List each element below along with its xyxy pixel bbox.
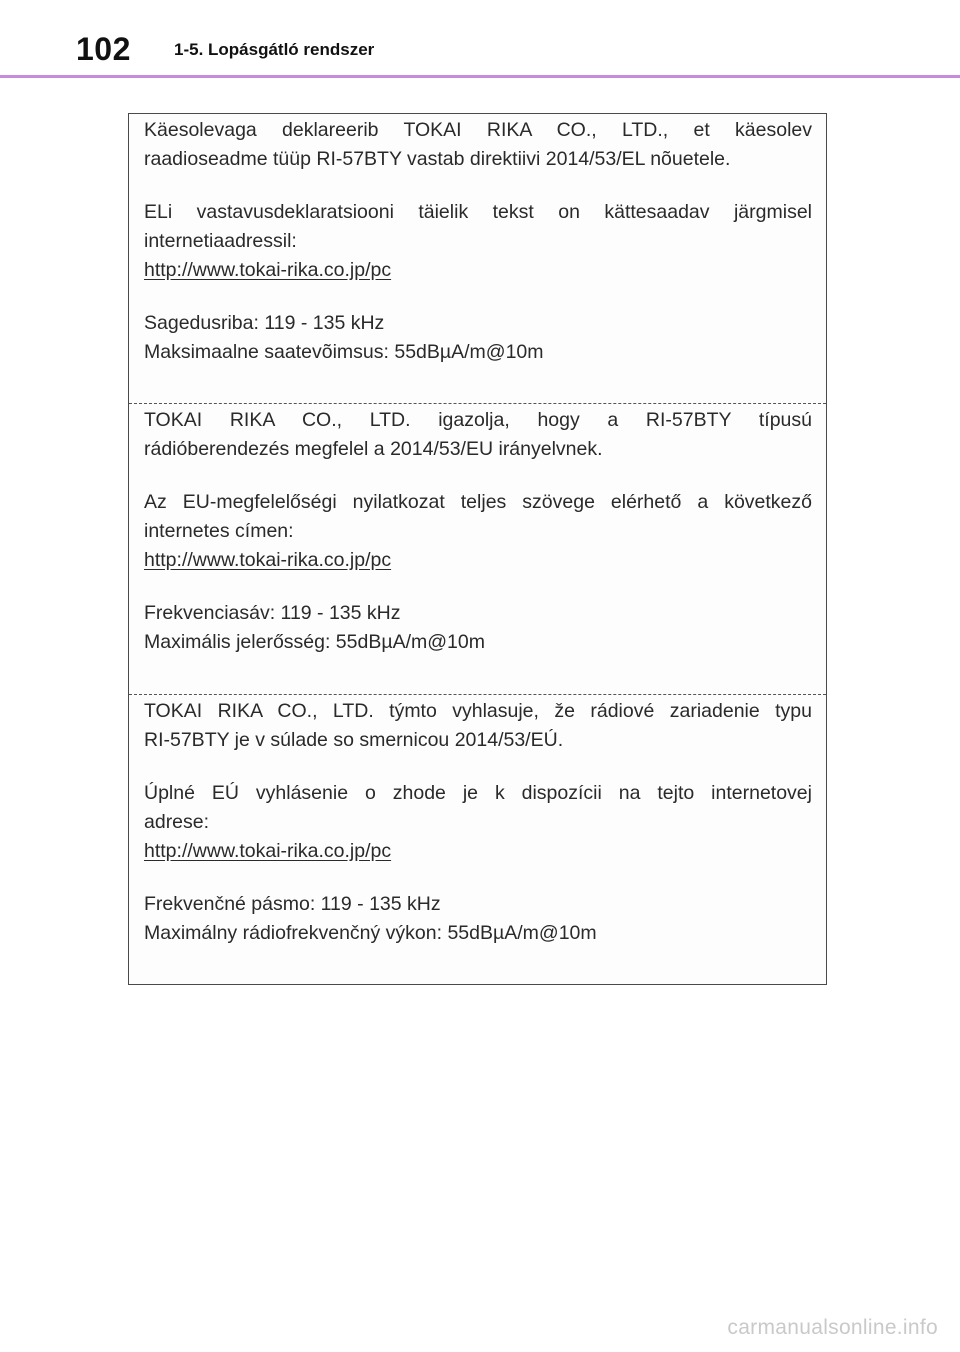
- text-line: internetes címen:: [144, 520, 294, 542]
- declaration-text: [144, 198, 812, 256]
- power-spec: Maximális jelerősség: 55dBµA/m@10m: [144, 631, 485, 653]
- frequency-spec: Sagedusriba: 119 - 135 kHz: [144, 312, 385, 334]
- frequency-spec: Frekvenčné pásmo: 119 - 135 kHz: [144, 893, 441, 915]
- frequency-spec: Frekvenciasáv: 119 - 135 kHz: [144, 602, 401, 624]
- declaration-text: [144, 488, 812, 546]
- declaration-url-link[interactable]: http://www.tokai-rika.co.jp/pc: [144, 259, 392, 281]
- declaration-intro: [144, 116, 812, 174]
- power-spec: Maximálny rádiofrekvenčný výkon: 55dBµA/m@10m: [144, 922, 597, 944]
- intro-line: rádióberendezés megfelel a 2014/53/EU irányelvnek.: [144, 438, 603, 460]
- intro-line: RI-57BTY je v súlade so smernicou 2014/53/EÚ.: [144, 729, 564, 751]
- text-line: ELi vastavusdeklaratsiooni täielik tekst on kättesaadav järgmisel: [144, 201, 812, 223]
- declaration-box: [128, 113, 827, 985]
- text-line: adrese:: [144, 811, 210, 833]
- site-watermark: carmanualsonline.info: [727, 1316, 938, 1339]
- page-number: 102: [76, 31, 131, 67]
- declaration-block-slovak: [129, 694, 826, 984]
- declaration-intro: [144, 406, 812, 464]
- declaration-intro: [144, 697, 812, 755]
- intro-line: raadioseadme tüüp RI-57BTY vastab direktiivi 2014/53/EL nõuetele.: [144, 148, 731, 170]
- page-header: [0, 0, 960, 78]
- text-line: Az EU-megfelelőségi nyilatkozat teljes szövege elérhető a következő: [144, 491, 812, 513]
- intro-line: TOKAI RIKA CO., LTD. týmto vyhlasuje, že rádiové zariadenie typu: [144, 700, 812, 722]
- power-spec: Maksimaalne saatevõimsus: 55dBµA/m@10m: [144, 341, 544, 363]
- text-line: internetiaadressil:: [144, 230, 297, 252]
- intro-line: TOKAI RIKA CO., LTD. igazolja, hogy a RI-57BTY típusú: [144, 409, 812, 431]
- section-title: 1-5. Lopásgátló rendszer: [174, 40, 375, 59]
- text-line: Úplné EÚ vyhlásenie o zhode je k dispozícii na tejto internetovej: [144, 782, 812, 804]
- declaration-text: [144, 779, 812, 837]
- declaration-url-link[interactable]: http://www.tokai-rika.co.jp/pc: [144, 549, 392, 571]
- intro-line: Käesolevaga deklareerib TOKAI RIKA CO., LTD., et käesolev: [144, 119, 812, 141]
- declaration-block-hungarian: [129, 403, 826, 694]
- declaration-block-estonian: [129, 114, 826, 403]
- declaration-url-link[interactable]: http://www.tokai-rika.co.jp/pc: [144, 840, 392, 862]
